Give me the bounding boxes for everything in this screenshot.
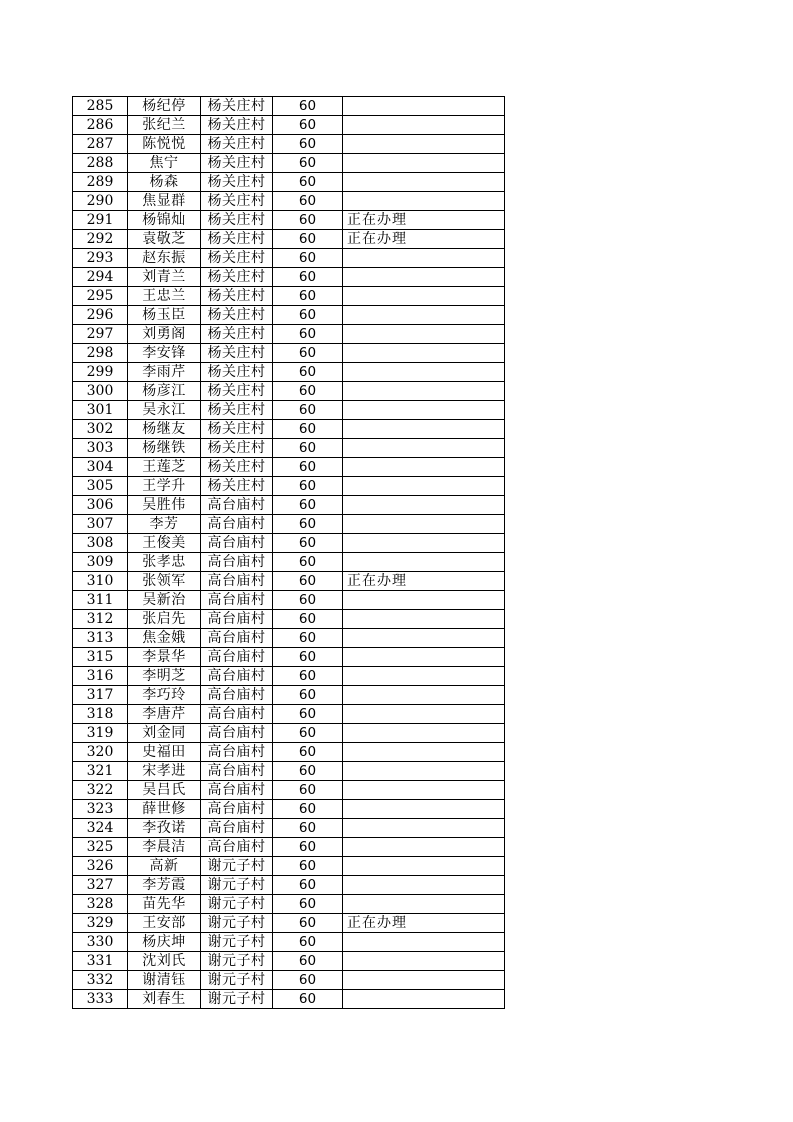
amount-cell: 60 [273,857,343,876]
remark-cell [343,154,505,173]
amount-cell: 60 [273,268,343,287]
table-row [73,420,505,439]
amount-cell: 60 [273,420,343,439]
remark-cell [343,458,505,477]
person-name-cell: 王莲芝 [128,458,201,477]
table-row [73,249,505,268]
remark-cell [343,895,505,914]
serial-number-cell: 308 [73,534,128,553]
serial-number-cell: 311 [73,591,128,610]
serial-number-cell: 312 [73,610,128,629]
village-cell: 谢元子村 [201,933,273,952]
serial-number-cell: 327 [73,876,128,895]
person-name-cell: 杨继友 [128,420,201,439]
remark-cell [343,648,505,667]
amount-cell: 60 [273,743,343,762]
table-row [73,971,505,990]
remark-cell [343,401,505,420]
table-row [73,534,505,553]
amount-cell: 60 [273,325,343,344]
amount-cell: 60 [273,990,343,1009]
person-name-cell: 杨玉臣 [128,306,201,325]
amount-cell: 60 [273,97,343,116]
remark-cell [343,268,505,287]
serial-number-cell: 322 [73,781,128,800]
remark-cell [343,382,505,401]
serial-number-cell: 287 [73,135,128,154]
amount-cell: 60 [273,534,343,553]
village-cell: 杨关庄村 [201,382,273,401]
remark-cell [343,743,505,762]
table-row [73,591,505,610]
amount-cell: 60 [273,648,343,667]
table-row [73,211,505,230]
serial-number-cell: 289 [73,173,128,192]
amount-cell: 60 [273,458,343,477]
amount-cell: 60 [273,895,343,914]
remark-cell [343,933,505,952]
serial-number-cell: 286 [73,116,128,135]
person-name-cell: 李巧玲 [128,686,201,705]
amount-cell: 60 [273,363,343,382]
village-cell: 谢元子村 [201,971,273,990]
roster-table [72,96,505,1009]
village-cell: 谢元子村 [201,990,273,1009]
serial-number-cell: 333 [73,990,128,1009]
village-cell: 杨关庄村 [201,135,273,154]
person-name-cell: 王安部 [128,914,201,933]
table-row [73,705,505,724]
serial-number-cell: 302 [73,420,128,439]
village-cell: 杨关庄村 [201,116,273,135]
person-name-cell: 刘青兰 [128,268,201,287]
table-row [73,135,505,154]
table-row [73,819,505,838]
serial-number-cell: 332 [73,971,128,990]
person-name-cell: 王学升 [128,477,201,496]
remark-cell [343,629,505,648]
table-row [73,401,505,420]
village-cell: 杨关庄村 [201,477,273,496]
village-cell: 高台庙村 [201,667,273,686]
remark-cell [343,420,505,439]
table-row [73,895,505,914]
amount-cell: 60 [273,135,343,154]
serial-number-cell: 321 [73,762,128,781]
village-cell: 杨关庄村 [201,154,273,173]
serial-number-cell: 290 [73,192,128,211]
amount-cell: 60 [273,173,343,192]
table-row [73,116,505,135]
serial-number-cell: 317 [73,686,128,705]
village-cell: 高台庙村 [201,591,273,610]
person-name-cell: 焦金娥 [128,629,201,648]
person-name-cell: 吴胜伟 [128,496,201,515]
person-name-cell: 刘春生 [128,990,201,1009]
amount-cell: 60 [273,819,343,838]
village-cell: 高台庙村 [201,515,273,534]
amount-cell: 60 [273,287,343,306]
village-cell: 杨关庄村 [201,439,273,458]
remark-cell [343,363,505,382]
serial-number-cell: 304 [73,458,128,477]
person-name-cell: 刘勇阁 [128,325,201,344]
remark-cell [343,116,505,135]
table-row [73,553,505,572]
person-name-cell: 李安锋 [128,344,201,363]
remark-cell [343,667,505,686]
remark-cell [343,971,505,990]
remark-cell [343,477,505,496]
person-name-cell: 高新 [128,857,201,876]
serial-number-cell: 309 [73,553,128,572]
table-row [73,230,505,249]
remark-cell [343,724,505,743]
person-name-cell: 苗先华 [128,895,201,914]
village-cell: 高台庙村 [201,838,273,857]
remark-cell [343,686,505,705]
table-row [73,876,505,895]
table-row [73,667,505,686]
remark-cell [343,344,505,363]
table-row [73,762,505,781]
person-name-cell: 李芳霞 [128,876,201,895]
serial-number-cell: 320 [73,743,128,762]
remark-cell [343,705,505,724]
village-cell: 高台庙村 [201,800,273,819]
remark-cell [343,173,505,192]
amount-cell: 60 [273,705,343,724]
person-name-cell: 张领军 [128,572,201,591]
table-row [73,952,505,971]
remark-cell [343,553,505,572]
serial-number-cell: 306 [73,496,128,515]
table-row [73,97,505,116]
amount-cell: 60 [273,553,343,572]
person-name-cell: 张纪兰 [128,116,201,135]
remark-cell [343,97,505,116]
amount-cell: 60 [273,154,343,173]
amount-cell: 60 [273,439,343,458]
person-name-cell: 李明芝 [128,667,201,686]
amount-cell: 60 [273,762,343,781]
serial-number-cell: 300 [73,382,128,401]
serial-number-cell: 307 [73,515,128,534]
remark-cell [343,990,505,1009]
remark-cell [343,515,505,534]
village-cell: 杨关庄村 [201,249,273,268]
person-name-cell: 王俊美 [128,534,201,553]
serial-number-cell: 305 [73,477,128,496]
table-row [73,477,505,496]
amount-cell: 60 [273,572,343,591]
remark-cell [343,135,505,154]
person-name-cell: 焦宁 [128,154,201,173]
amount-cell: 60 [273,306,343,325]
remark-cell [343,857,505,876]
amount-cell: 60 [273,211,343,230]
person-name-cell: 刘金同 [128,724,201,743]
table-row [73,496,505,515]
person-name-cell: 李芳 [128,515,201,534]
village-cell: 高台庙村 [201,781,273,800]
village-cell: 杨关庄村 [201,458,273,477]
amount-cell: 60 [273,971,343,990]
remark-cell [343,762,505,781]
amount-cell: 60 [273,876,343,895]
person-name-cell: 史福田 [128,743,201,762]
table-row [73,154,505,173]
amount-cell: 60 [273,838,343,857]
table-row [73,192,505,211]
remark-cell [343,838,505,857]
village-cell: 高台庙村 [201,534,273,553]
table-row [73,800,505,819]
remark-cell [343,249,505,268]
person-name-cell: 吴吕氏 [128,781,201,800]
serial-number-cell: 324 [73,819,128,838]
serial-number-cell: 323 [73,800,128,819]
table-row [73,439,505,458]
table-row [73,610,505,629]
table-row [73,173,505,192]
village-cell: 谢元子村 [201,952,273,971]
remark-cell [343,610,505,629]
serial-number-cell: 331 [73,952,128,971]
serial-number-cell: 294 [73,268,128,287]
table-row [73,781,505,800]
table-row [73,743,505,762]
amount-cell: 60 [273,401,343,420]
table-row [73,325,505,344]
serial-number-cell: 316 [73,667,128,686]
village-cell: 谢元子村 [201,895,273,914]
village-cell: 高台庙村 [201,686,273,705]
person-name-cell: 张启先 [128,610,201,629]
village-cell: 杨关庄村 [201,344,273,363]
person-name-cell: 杨庆坤 [128,933,201,952]
village-cell: 杨关庄村 [201,192,273,211]
amount-cell: 60 [273,610,343,629]
remark-cell [343,876,505,895]
village-cell: 高台庙村 [201,610,273,629]
remark-cell [343,819,505,838]
village-cell: 高台庙村 [201,648,273,667]
amount-cell: 60 [273,116,343,135]
person-name-cell: 谢清钰 [128,971,201,990]
table-row [73,933,505,952]
serial-number-cell: 319 [73,724,128,743]
table-row [73,458,505,477]
remark-cell: 正在办理 [343,211,505,230]
table-row [73,990,505,1009]
remark-cell [343,306,505,325]
village-cell: 杨关庄村 [201,173,273,192]
person-name-cell: 李景华 [128,648,201,667]
village-cell: 杨关庄村 [201,306,273,325]
amount-cell: 60 [273,781,343,800]
serial-number-cell: 297 [73,325,128,344]
amount-cell: 60 [273,230,343,249]
amount-cell: 60 [273,515,343,534]
serial-number-cell: 313 [73,629,128,648]
person-name-cell: 杨彦江 [128,382,201,401]
person-name-cell: 张孝忠 [128,553,201,572]
serial-number-cell: 325 [73,838,128,857]
amount-cell: 60 [273,686,343,705]
person-name-cell: 李雨芹 [128,363,201,382]
serial-number-cell: 326 [73,857,128,876]
person-name-cell: 陈悦悦 [128,135,201,154]
serial-number-cell: 318 [73,705,128,724]
person-name-cell: 焦显群 [128,192,201,211]
village-cell: 高台庙村 [201,629,273,648]
table-row [73,268,505,287]
remark-cell [343,781,505,800]
roster-body [73,97,505,1009]
remark-cell [343,800,505,819]
village-cell: 谢元子村 [201,857,273,876]
person-name-cell: 杨锦灿 [128,211,201,230]
amount-cell: 60 [273,629,343,648]
amount-cell: 60 [273,724,343,743]
serial-number-cell: 315 [73,648,128,667]
village-cell: 高台庙村 [201,724,273,743]
village-cell: 高台庙村 [201,496,273,515]
village-cell: 谢元子村 [201,914,273,933]
person-name-cell: 杨继铁 [128,439,201,458]
table-row [73,515,505,534]
person-name-cell: 吴永江 [128,401,201,420]
table-row [73,382,505,401]
amount-cell: 60 [273,667,343,686]
amount-cell: 60 [273,591,343,610]
remark-cell [343,534,505,553]
serial-number-cell: 303 [73,439,128,458]
remark-cell [343,287,505,306]
remark-cell: 正在办理 [343,572,505,591]
table-row [73,914,505,933]
amount-cell: 60 [273,914,343,933]
table-row [73,287,505,306]
table-row [73,648,505,667]
serial-number-cell: 329 [73,914,128,933]
village-cell: 杨关庄村 [201,420,273,439]
person-name-cell: 王忠兰 [128,287,201,306]
person-name-cell: 杨纪停 [128,97,201,116]
amount-cell: 60 [273,496,343,515]
remark-cell [343,325,505,344]
serial-number-cell: 296 [73,306,128,325]
table-row [73,838,505,857]
serial-number-cell: 288 [73,154,128,173]
remark-cell: 正在办理 [343,230,505,249]
remark-cell [343,591,505,610]
village-cell: 高台庙村 [201,743,273,762]
person-name-cell: 杨森 [128,173,201,192]
person-name-cell: 薛世修 [128,800,201,819]
person-name-cell: 宋孝进 [128,762,201,781]
table-row [73,724,505,743]
serial-number-cell: 301 [73,401,128,420]
village-cell: 杨关庄村 [201,287,273,306]
village-cell: 高台庙村 [201,762,273,781]
amount-cell: 60 [273,800,343,819]
table-row [73,344,505,363]
person-name-cell: 李孜诺 [128,819,201,838]
village-cell: 谢元子村 [201,876,273,895]
serial-number-cell: 292 [73,230,128,249]
amount-cell: 60 [273,249,343,268]
village-cell: 高台庙村 [201,553,273,572]
village-cell: 杨关庄村 [201,401,273,420]
table-row [73,306,505,325]
serial-number-cell: 310 [73,572,128,591]
serial-number-cell: 291 [73,211,128,230]
village-cell: 杨关庄村 [201,230,273,249]
remark-cell [343,952,505,971]
village-cell: 杨关庄村 [201,363,273,382]
table-row [73,572,505,591]
village-cell: 杨关庄村 [201,97,273,116]
amount-cell: 60 [273,952,343,971]
village-cell: 杨关庄村 [201,211,273,230]
amount-cell: 60 [273,192,343,211]
amount-cell: 60 [273,382,343,401]
table-row [73,686,505,705]
remark-cell [343,192,505,211]
serial-number-cell: 298 [73,344,128,363]
village-cell: 高台庙村 [201,705,273,724]
person-name-cell: 沈刘氏 [128,952,201,971]
person-name-cell: 李晨洁 [128,838,201,857]
table-row [73,629,505,648]
table-row [73,363,505,382]
remark-cell [343,439,505,458]
amount-cell: 60 [273,933,343,952]
village-cell: 杨关庄村 [201,325,273,344]
person-name-cell: 李唐芹 [128,705,201,724]
person-name-cell: 吴新治 [128,591,201,610]
serial-number-cell: 293 [73,249,128,268]
serial-number-cell: 285 [73,97,128,116]
village-cell: 高台庙村 [201,572,273,591]
remark-cell: 正在办理 [343,914,505,933]
serial-number-cell: 295 [73,287,128,306]
village-cell: 高台庙村 [201,819,273,838]
table-row [73,857,505,876]
serial-number-cell: 328 [73,895,128,914]
remark-cell [343,496,505,515]
person-name-cell: 袁敬芝 [128,230,201,249]
village-cell: 杨关庄村 [201,268,273,287]
serial-number-cell: 299 [73,363,128,382]
amount-cell: 60 [273,477,343,496]
amount-cell: 60 [273,344,343,363]
serial-number-cell: 330 [73,933,128,952]
person-name-cell: 赵东振 [128,249,201,268]
